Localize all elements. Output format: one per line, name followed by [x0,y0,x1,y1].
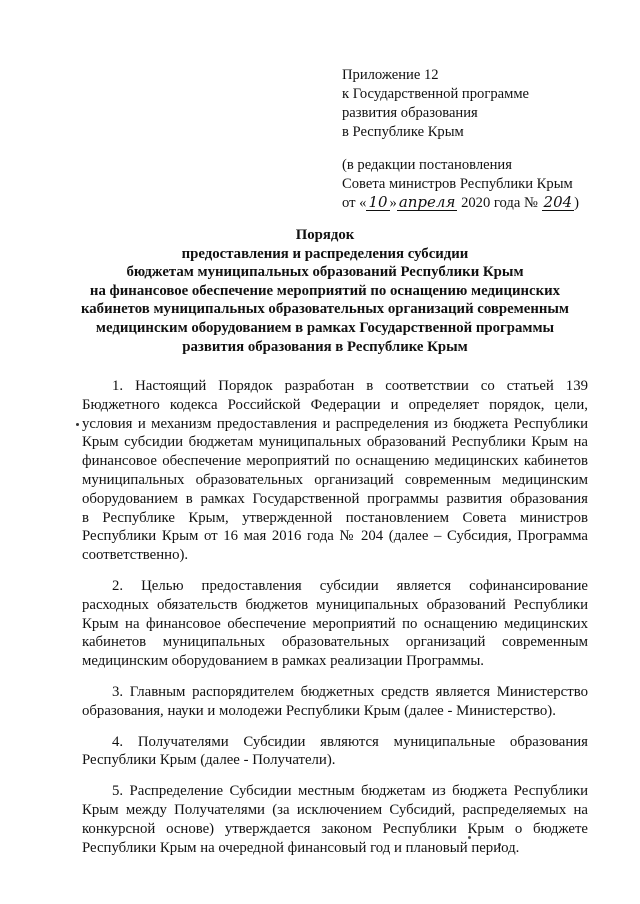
paragraph-line: оборудованием в рамках Государственной программы развития образования [82,490,588,507]
paragraph-line: 3. Главным распорядителем бюджетных средств является Министерство [112,683,588,700]
title-line: на финансовое обеспечение мероприятий по оснащению медицинских [89,282,561,299]
title-line: Порядок [295,227,355,243]
date-year-text: 2020 года № [461,195,538,211]
paragraph-line: финансовое обеспечение мероприятий по оснащению медицинских кабинетов [82,453,588,470]
handwritten-day: 10 [368,193,388,211]
paragraph-line: 1. Настоящий Порядок разработан в соответствии со статьей 139 [112,378,588,394]
paragraph-line: Бюджетного кодекса Российской Федерации и определяет порядок, цели, [82,396,588,413]
edition-line: (в редакции постановления [342,157,512,173]
paragraph-line: кабинетов муниципальных образовательных организаций современным [82,634,588,651]
document-body [82,377,588,869]
date-prefix: от « [342,195,367,211]
appendix-line: Приложение 12 [342,67,439,83]
paragraph-line: Крым субсидии бюджетам муниципальных образований Республики Крым на [82,434,588,451]
paragraph-4 [82,733,588,771]
paragraph-line: расходных обязательств бюджетов муниципальных образований Республики [82,596,588,613]
paragraph-line: медицинским оборудованием в рамках реализации Программы. [82,653,484,670]
paragraph-line: Республики Крым на очередной финансовый год и плановый период. [82,839,520,856]
edition-line: Совета министров Республики Крым [342,176,573,192]
paragraph-line: 2. Целью предоставления субсидии является софинансирование [112,577,588,594]
title-line: бюджетам муниципальных образований Республики Крым [126,264,524,281]
appendix-line: к Государственной программе [342,86,530,102]
paragraph-line: 4. Получателями Субсидии являются муниципальные образования [112,733,588,750]
paragraph-line: Крым между Получателями (за исключением Субсидий, распределяемых на [82,801,588,818]
title-line: медицинским оборудованием в рамках Государственной программы [95,319,555,336]
paragraph-line: 5. Распределение Субсидии местным бюджетам из бюджета Республики [112,783,588,800]
appendix-line: развития образования [342,105,478,121]
paragraph-line: конкурсной основе) утверждается законом Республики Крым о бюджете [82,820,588,837]
paragraph-line: Республики Крым от 16 мая 2016 года № 204 (далее – Субсидия, Программа [82,528,588,545]
title-line: кабинетов муниципальных образовательных организаций современным [80,301,570,318]
paragraph-line: Республики Крым (далее - Получатели). [82,752,336,769]
paragraph-5 [82,782,588,857]
date-mid: » [389,195,397,211]
paragraph-line: условия и механизм предоставления и распределения из бюджета Республики [82,415,588,432]
paragraph-1 [82,377,588,565]
date-suffix: ) [574,195,580,211]
paragraph-line: муниципальных образовательных организаций современным медицинским [82,471,588,488]
edition-date-line [342,194,622,213]
paragraph-line: Крым на финансовое обеспечение мероприятий по оснащению медицинских [82,615,588,632]
appendix-header [342,66,622,213]
document-title [60,226,590,356]
paragraph-line: образования, науки и молодежи Республики Крым (далее - Министерство). [82,702,556,719]
title-line: предоставления и распределения субсидии [181,245,469,262]
paragraph-3 [82,683,588,721]
handwritten-month: апреля [398,193,456,211]
scan-dot [76,423,79,426]
handwritten-number: 204 [543,193,573,211]
paragraph-line: соответственно). [82,547,189,564]
paragraph-2 [82,577,588,671]
paragraph-line: в Республике Крым, утвержденной постановлением Совета министров [82,509,588,526]
title-line: развития образования в Республике Крым [182,338,468,355]
appendix-line: в Республике Крым [342,124,464,140]
